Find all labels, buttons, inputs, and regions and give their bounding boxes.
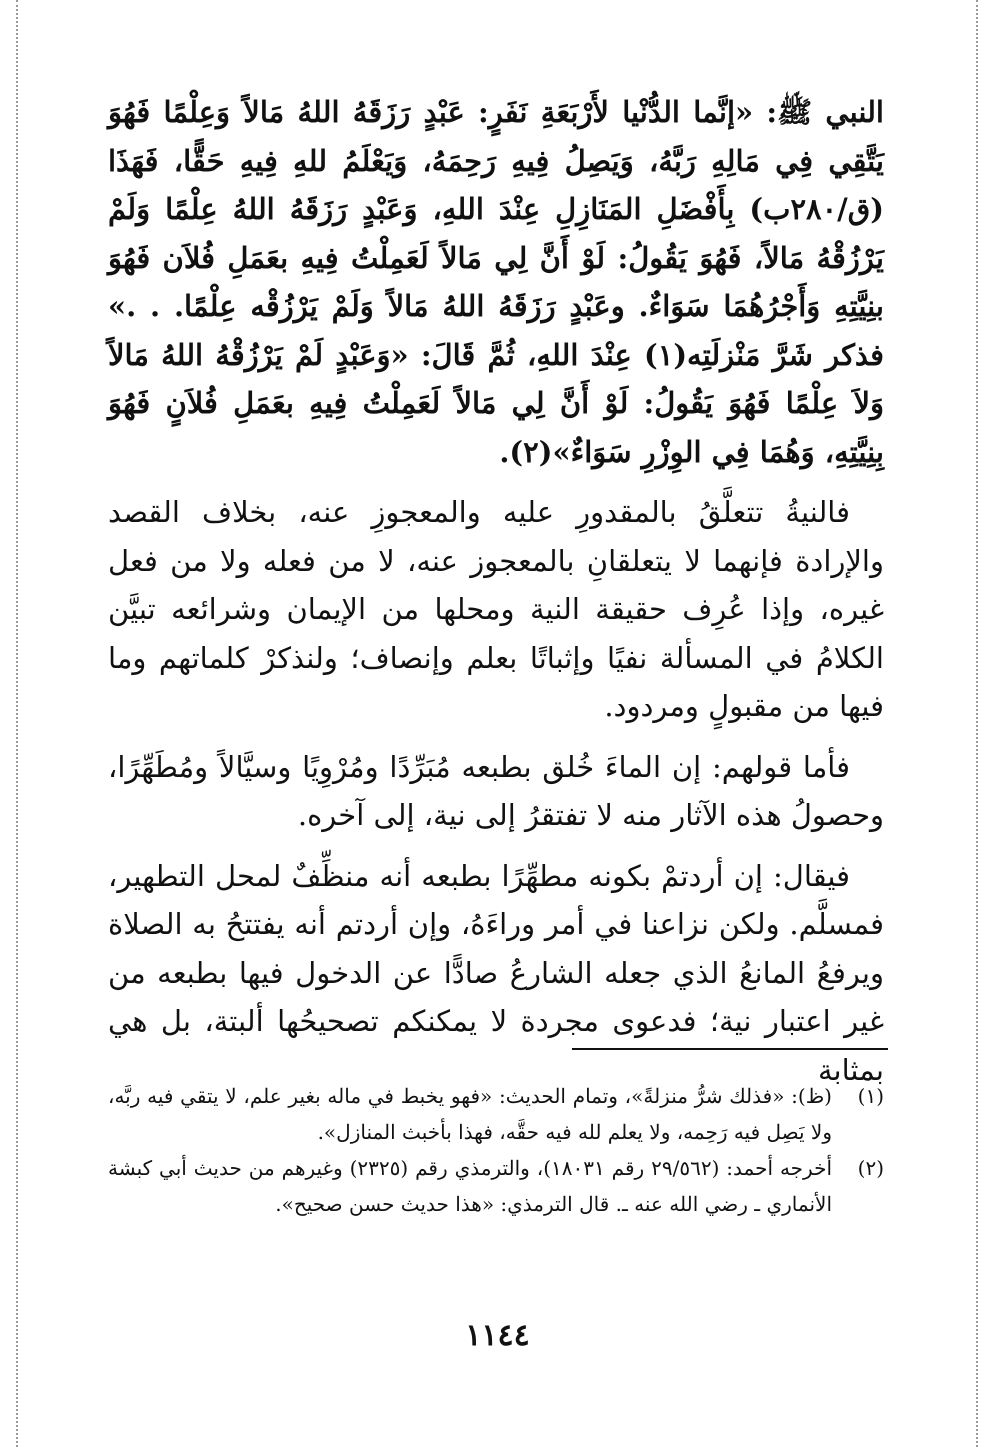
footnote — [108, 1150, 884, 1222]
footnote — [108, 1078, 884, 1150]
footnotes — [108, 1078, 884, 1222]
scan-edge-left — [16, 0, 18, 1447]
paragraph-response: فيقال: إن أردتمْ بكونه مطهِّرًا بطبعه أنه منظِّفٌ لمحل التطهير، فمسلَّم. ولكن نزاعنا في أمر وراءَهُ، وإن أردتم أنه يفتتحُ به الصلاة ويرفعُ المانعُ الذي جعله الشارعُ صادًّا عن الدخول فيها بطبعه من غير اعتبار نية؛ فدعوى مجردة لا يمكنكم تصحيحُها ألبتة، بل هي بمثابة — [108, 858, 884, 1087]
main-text — [108, 88, 884, 1094]
paragraph-water-claim: فأما قولهم: إن الماءَ خُلق بطبعه مُبَرِّدًا ومُرْوِيًا وسيَّالاً ومُطَهِّرًا، وحصولُ هذه الآثار منه لا تفتقرُ إلى نية، إلى آخره. — [108, 749, 884, 832]
paragraph-intention: فالنيةُ تتعلَّقُ بالمقدورِ عليه والمعجوزِ عنه، بخلاف القصد والإرادة فإنهما لا يتعلقانِ بالمعجوز عنه، لا من فعله ولا من فعل غيره، وإذا عُرِف حقيقة النية ومحلها من الإيمان وشرائعه تبيَّن الكلامُ في المسألة نفيًا وإثباتًا بعلم وإنصاف؛ ولنذكرْ كلماتهم وما فيها من مقبولٍ ومردود. — [108, 495, 884, 723]
footnote-text: أخرجه أحمد: (٢٩/٥٦٢ رقم ١٨٠٣١)، والترمذي رقم (٢٣٢٥) وغيرهم من حديث أبي كبشة الأنماري ـ رضي الله عنه ـ. قال الترمذي: «هذا حديث حسن صحيح». — [108, 1156, 832, 1216]
footnote-number: (٢) — [857, 1156, 884, 1180]
footnote-divider — [572, 1048, 888, 1050]
page-number: ١١٤٤ — [465, 1318, 530, 1353]
paragraph-hadith: النبي ﷺ: «إنَّما الدُّنْيا لأَرْبَعَةِ نَفَرٍ: عَبْدٍ رَزَقَهُ اللهُ مَالاً وَعِلْمًا فَهُوَ يَتَّقِي فِي مَالِهِ رَبَّهُ، وَيَصِلُ فِيهِ رَحِمَهُ، وَيَعْلَمُ للهِ فِيهِ حَقًّا، فَهَذَا (ق/٢٨٠ب) بِأَفْضَلِ المَنَازِلِ عِنْدَ اللهِ، وَعَبْدٍ رَزَقَهُ اللهُ عِلْمًا وَلَمْ يَرْزُقْهُ مَالاً، فَهُوَ يَقُولُ: لَوْ أَنَّ لِي مَالاً لَعَمِلْتُ فِيهِ بعَمَلِ فُلاَن فَهُوَ بنِيَّتِهِ وَأَجْرُهُمَا سَوَاءٌ. وعَبْدٍ رَزَقَهُ اللهُ مَالاً وَلَمْ يَرْزُقْه عِلْمًا. . .» فذكر شَرَّ مَنْزلَتِه(١) عِنْدَ اللهِ، ثُمَّ قَالَ: «وَعَبْدٍ لَمْ يَرْزُقْهُ اللهُ مَالاً وَلاَ عِلْمًا فَهُوَ يَقُولُ: لَوْ أَنَّ لِي مَالاً لَعَمِلْتُ فِيهِ بعَمَلِ فُلاَنٍ فَهُوَ بِنِيَّتِهِ، وَهُمَا فِي الوِزْرِ سَوَاءٌ»(٢). — [108, 95, 884, 469]
footnote-number: (١) — [857, 1084, 884, 1108]
scan-edge-right — [976, 0, 978, 1447]
footnote-text: (ظ): «فذلك شرُّ منزلةً»، وتمام الحديث: «فهو يخبط في ماله بغير علم، لا يتقي فيه ربَّه، ولا يَصِل فيه رَحِمه، ولا يعلم لله فيه حقَّه، فهذا بأخبث المنازل». — [108, 1084, 832, 1144]
